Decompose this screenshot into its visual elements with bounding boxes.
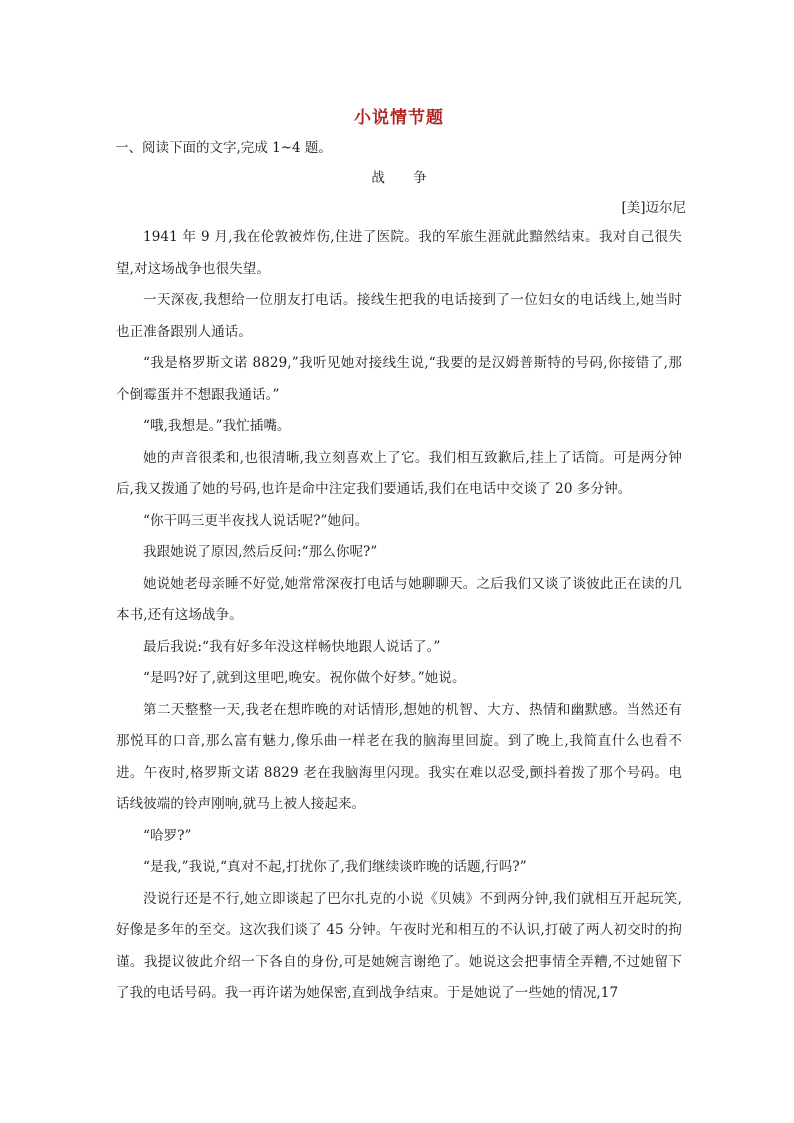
story-paragraph: “是我,”我说,“真对不起,打扰你了,我们继续谈昨晚的话题,行吗?” [143, 859, 527, 875]
story-author: [美]迈尔尼 [621, 200, 686, 216]
story-paragraph: 没说行还是不行,她立即谈起了巴尔扎克的小说《贝姨》不到两分钟,我们就相互开起玩笑,好像是多年的至交。这次我们谈了 45 分钟。午夜时光和相互的不认识,打破了两人初交时的拘谨。我提议彼此介绍一下各自的身份,可是她婉言谢绝了。她说这会把事情全弄糟,不过她留下了我的电话号码。我一再许诺为她保密,直到战争结束。于是她说了一些她的情况,17 [116, 890, 682, 1001]
story-paragraph: 一天深夜,我想给一位朋友打电话。接线生把我的电话接到了一位妇女的电话线上,她当时也正准备跟别人通话。 [116, 292, 682, 340]
story-paragraph: “你干吗三更半夜找人说话呢?”她问。 [143, 512, 369, 529]
story-paragraph: “哈罗?” [143, 827, 192, 844]
story-paragraph: “是吗?好了,就到这里吧,晚安。祝你做个好梦。”她说。 [143, 670, 466, 686]
story-paragraph: “哦,我想是。”我忙插嘴。 [143, 418, 291, 434]
story-paragraph: 我跟她说了原因,然后反问:“那么你呢?” [143, 544, 378, 560]
story-paragraph: 第二天整整一天,我老在想昨晚的对话情形,想她的机智、大方、热情和幽默感。当然还有那悦耳的口音,那么富有魅力,像乐曲一样老在我的脑海里回旋。到了晚上,我简直什么也看不进。午夜时,格罗斯文诺 8829 老在我脑海里闪现。我实在难以忍受,颤抖着拨了那个号码。电话线彼端的铃声刚响,就马上被人接起来。 [116, 701, 682, 812]
story-paragraph: 1941 年 9 月,我在伦敦被炸伤,住进了医院。我的军旅生涯就此黯然结束。我对自己很失望,对这场战争也很失望。 [116, 229, 682, 277]
story-paragraph: 她的声音很柔和,也很清晰,我立刻喜欢上了它。我们相互致歉后,挂上了话筒。可是两分钟后,我又拨通了她的号码,也许是命中注定我们要通话,我们在电话中交谈了 20 多分钟。 [116, 449, 682, 497]
document-title: 小说情节题 [354, 108, 444, 128]
story-paragraph: 她说她老母亲睡不好觉,她常常深夜打电话与她聊聊天。之后我们又谈了谈彼此正在读的几本书,还有这场战争。 [116, 575, 682, 623]
story-body [116, 222, 682, 1010]
story-paragraph: “我是格罗斯文诺 8829,”我听见她对接线生说,“我要的是汉姆普斯特的号码,你接错了,那个倒霉蛋并不想跟我通话。” [116, 355, 682, 403]
document-page [115, 100, 686, 1010]
question-instruction: 一、阅读下面的文字,完成 1~4 题。 [115, 140, 332, 156]
story-paragraph: 最后我说:“我有好多年没这样畅快地跟人说话了。” [143, 638, 441, 655]
story-title: 战 争 [371, 170, 439, 186]
